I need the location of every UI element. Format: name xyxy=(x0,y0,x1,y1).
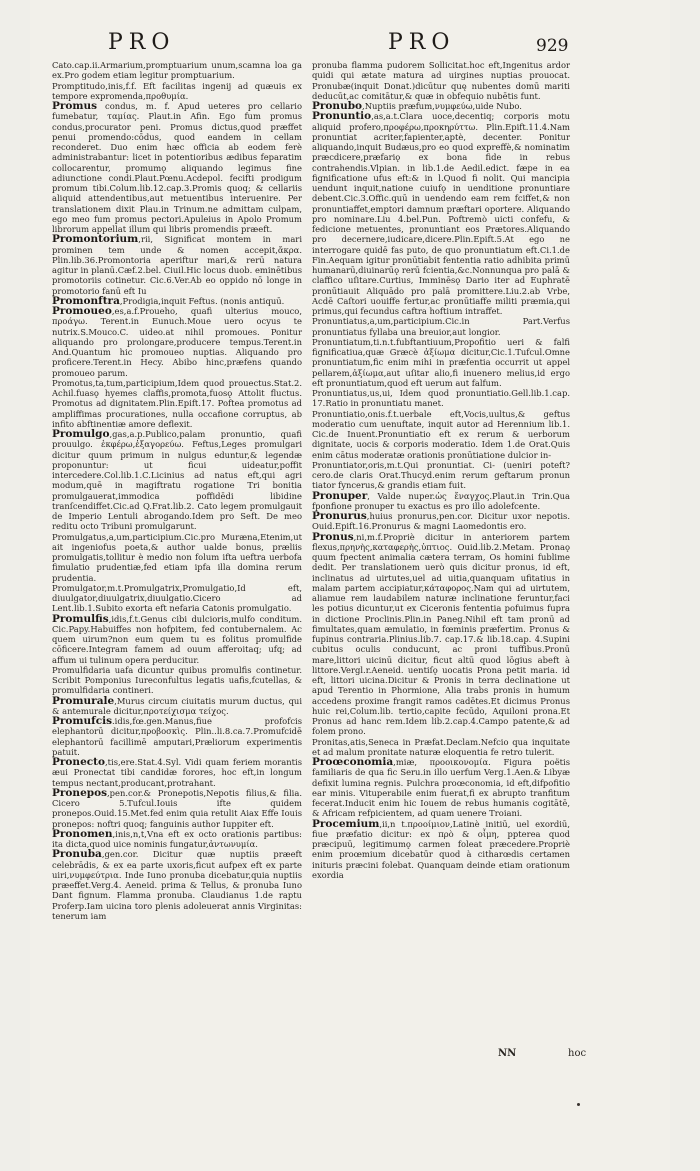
entry-headword: Procemium xyxy=(312,817,380,830)
dictionary-entry xyxy=(312,757,570,819)
entry-text: Promulgatus,a,um,participium.Cic.pro Muræna,Etenim,ut ait ingeniofus poeta,& author ualde bonus, præliis promulgatis,tollitur è medio non folum ifta ueftra uerbofa fimulatio prudentiæ,fed etiam ipfa illa domina rerum prudentia. xyxy=(52,531,302,583)
entry-text: ,gas,a.p.Publico,palam pronuntio, quafi prouulgo. ἐκφέρω,ἐξαγορεύω. Feftus,Leges promulgari dicitur quum primum in nulgus eduntur,& legendæ proponuntur: ut ficui uideatur,poffit intercedere.Col.lib.1.C.Licinius ad natus eft,qui agri modum,quē in magiftratu rogatione Tri bonitia promulgauerat,immodica poffidēdi libidine tranſcendiffet.Cic.ad Q.Frat.lib.2. Cato legem promulgauit de Imperio Lentuli abrogando.Idem pro Seft. De meo reditu octo Tribuni promulgarunt. xyxy=(52,429,302,532)
entry-text: ,inis,n,t,Vna eft ex octo orationis partibus: ita dicta,quod uice nominis fungatur,ἀντωνυμία. xyxy=(52,828,302,849)
entry-text: Cato.cap.ii.Armarium,promptuarium unum,scamna loa ga ex.Pro godem etiam legitur promptuarium. xyxy=(52,60,302,81)
entry-headword: Pronuper xyxy=(312,489,368,502)
entry-headword: Pronurus xyxy=(312,510,367,522)
dictionary-entry xyxy=(312,491,570,512)
entry-text: .idis,fœ.gen.Manus,fiue profofcis elephantorū dicitur,προβοσκὶς. Plin..li.8.ca.7.Promufcidē elephantorū facillimē amputari,Præliorum experimentis patuit. xyxy=(52,716,302,757)
entry-text: Pronuntiatum,ti.n.t.fubftantiuum,Propofitio ueri & falfi fignificatiua,quæ Græcè ἀξίωμα dicitur,Cic.1.Tufcul.Omne pronuntiatum,fic enim mihi in præfentia occurrit ut appel pellarem,ἀξίωμα,aut uſitar alio,fi inuenero melius,id ergo eft pronuntiatum,quod eft uerum aut falfum. xyxy=(312,336,570,388)
dictionary-entry xyxy=(312,511,570,532)
entry-text: ,as,a.t.Clara uoce,decentiq; corporis motu aliquid profero,προφέρω,προκηρύττω. Plin.Epift.11.4.Nam pronuntiat acriter,fapienter,aptè, decenter. Ponitur aliquando,inquit Budæus,pro eo quod expreffè,& nominatim præcdicere,præfariǫ ex bona fide in rebus contrahendis.Vlpian. in lib.1.de Aedil.edict. fæpe in ea fignificatione ufus eft:& in l.Quod fi nolit. Qui mancipia uendunt inquit,natione cuiufǫ in uenditione pronuntiare debent.Cic.3.Offic.quū in uendendo eam rem fciffet,& non pronuntiaffet,emptori damnum præftari oportere. Aliquando pro nominare.Liu 4.bel.Pun. Poftremò uicti confefu, & fedicione metuentes, pronuntiant eos Prætores.Aliquando pro decernere,iudicare,dicere.Plin.Epift.5.At ego ne interrogare quidē fas puto, de quo pronuntiatum eft.Ci.1.de Fin.Aequam igitur pronūtiabit fententia ratio adhibita primū humanarū,diuinarūǫ rerū fcientia,&c.Nonnunqua pro palā & claffico uſitare.Curtius, Imminēsǫ Dario iter ad Euphratē pronūtiauit Aliquādo pro palā promittere.Liu.2.ab Vrbe, Acdē Caſtori uouiffe fertur,ac pronūtiaffe militi præmia,qui primus,qui fecundus caftra hoftium intraffet. xyxy=(312,111,570,316)
entry-text: ,gen.cor. Dicitur quæ nuptiis præeft celebrādis, & ex ea parte uxoris,ficut aufpex eft ex parte uiri,νυμφεύτρια. Inde Iuno pronuba dicebatur,quia nuptiis præeffet.Verg.4. Aeneid. prima & Tellus, & pronuba Iuno Dant fignum. Flamma pronuba. Claudianus 1.de raptu Proferp.Iam uicina toro plenis adoleuerat annis Virginitas: tenerum iam xyxy=(52,849,302,921)
dictionary-entry xyxy=(52,234,302,296)
entry-text: ,ii,n t.προοίμιον,Latinè initiū, uel exordiū, fiue præfatio dicitur: ex πρὸ & οἶμη, ppterea quod præcipuū, legitimumǫ carmen foleat præcedere.Propriè enim proœmium dicebatūr quod à citharœdis certamen inituris præcini folebat. Quanquam deinde etiam orationum exordia xyxy=(312,818,570,880)
entry-text: Pronitas,atis,Seneca in Præfat.Declam.Nefcio qua inquitate et ad malum pronitate naturæ eloquentia fe retro tulerit. xyxy=(312,736,570,757)
dictionary-entry xyxy=(312,737,570,758)
entry-headword: Promufcis xyxy=(52,715,112,727)
running-header xyxy=(58,30,658,60)
entry-text: ,Murus circum ciuitatis murum ductus, qui & antemurale dicitur,προτείχισμα τείχος. xyxy=(52,695,302,716)
dictionary-entry xyxy=(52,306,302,378)
dictionary-entry xyxy=(312,337,570,388)
entry-text: ,huius pronurus,pen.cor. Dicitur uxor nepotis. Ouid.Epift.16.Pronurus & magni Laomedontis ero. xyxy=(312,511,570,532)
entry-headword: Promoueo xyxy=(52,305,112,317)
entry-text: ,Nuptiis præfum,νυμφεύω,uide Nubo. xyxy=(362,101,522,111)
dictionary-entry xyxy=(312,60,570,101)
entry-text: ,Prodigia,inquit Feftus. (nonis antiquū. xyxy=(119,295,285,306)
entry-text: ,ni,m.f.Propriè dicitur in anteriorem partem flexus,πρηνὴς,καταφερὴς,ὑπτιος. Ouid.lib.2.Metam. Pronaǫ quum fpectent animalia cætera terram, Os homini fublime dedit. Per translationem uerò quis dicitur pronus, id eft, inclinatus ad uirtutes,uel ad uitia,quanquam ufitatius in malam partem accipiatur,κάταφορος.Nam qui ad uirtutem, aliamue rem laudabilem naturæ inclinatione feruntur,faci les potius dicuntur,ut ex Ciceronis fententia pofuimus fupra in dictione Proclinis.Plin.in Paneg.Nihil eft tam pronū ad fimultates,quam æmulatio, in fœminis præfertim. Pronus & fupinus contraria.Plinius.lib.7. cap.17.& lib.18.cap. 4.Supini cubitus oculis conducunt, ac proni tuffibus.Pronū mare,littori uicinū dicitur, ficut altū quod lōgius abeft à littore.Vergl.r.Aeneid. uentiſǫ uocatis Prona petit maria. id eft, littori uicina.Dicitur & Pronis in terra declinatione ut apud Terentio in Phormione, Alia trabs pronis in humum accedens proxime frangit ramos cadētes.Et dicimus Pronus huic rei,Colum.lib. tertio,capite fecūdo, Aquiloni prona.Et Pronus ad hanc rem.Idem lib.2.cap.4.Campo patente,& ad folem prono. xyxy=(312,531,570,737)
entry-text: Promulgator,m.t.Promulgatrix,Promulgatio,Id eft, diuulgator,diuulgatrix,diuulgatio.Cicero ad Lent.lib.1.Subito exorta eft nefaria Catonis promulgatio. xyxy=(52,582,302,614)
dictionary-entry xyxy=(52,757,302,788)
entry-headword: Pronubo xyxy=(312,100,363,112)
dictionary-entry xyxy=(312,532,570,737)
dictionary-entry xyxy=(52,614,302,665)
dictionary-entry xyxy=(312,388,570,409)
dictionary-entry xyxy=(312,819,570,881)
entry-headword: Promus xyxy=(52,100,98,112)
entry-headword: Promontorium xyxy=(52,233,139,246)
right-column xyxy=(312,60,570,880)
dictionary-entry xyxy=(52,788,302,829)
entry-text: Pronuntiatio,onis.f.t.uerbale eft,Vocis,uultus,& geftus moderatio cum uenuftate, inquit autor ad Herennium lib.1. Cic.de Inuent.Pronuntiatio eft ex rerum & uerborum dignitate, uocis & corporis moderatio. Idem 1.de Orat.Quis enim cātus moderatæ orationis pronūtiatione dulcior in- xyxy=(312,408,570,460)
dictionary-entry xyxy=(312,409,570,460)
entry-headword: Promonftra xyxy=(52,294,120,307)
entry-headword: Pronus xyxy=(312,530,354,543)
ink-spot xyxy=(577,1103,580,1106)
entry-headword: Pronepos xyxy=(52,786,108,799)
entry-text: Promotus,ta,tum,participium,Idem quod prouectus.Stat.2. Achil.fuasǫ hyemes claffis,promota,fuosǫ Attolit fluctus. Promotus ad dignitatem.Plin.Epift.17. Poftea promotus ad ampliffimas procurationes, nulla occafione corruptus, ab infito abftinentiæ amore deflexit. xyxy=(52,377,302,429)
dictionary-entry xyxy=(312,111,570,316)
entry-text: condus, m. f. Apud ueteres pro cellario fumebatur, ταμίας. Plaut.in Afin. Ego fum promus condus,procurator peni. Promus dictus,quod præffet penui promendo:cōdus, quod eandem in cellam reconderet. Duo enim hæc officia ab eodem ferè administrabantur: licet in potentioribus ædibus feparatim collocarentur, promumǫ aliquando legimus fine adiunctione condi.Plaut.Pœnu.Acdepol. fecifti prodigum promum tibi.Colum.lib.12.cap.3.Promis quoq; & cellariis aliquid attendentibus,aut metuentibus interuenire. Per translationem dixit Plau.in Trinum.ne admittam culpam, ego meo fum promus pectori.Apuleius in Apolo Promum librorum appellat illum qui libris promendis præeft. xyxy=(52,101,302,234)
entry-headword: Promulgo xyxy=(52,428,110,440)
entry-headword: Pronuntio xyxy=(312,110,372,123)
dictionary-entry xyxy=(52,849,302,921)
entry-text: , Valde nuper.ὡς ἔναγχος.Plaut.in Trin.Qua fponfione pronuper tu exactus es pro illo adolefcente. xyxy=(312,490,570,511)
entry-text: ,pen.cor.& Pronepotis,Nepotis filius,& filia. Cicero 5.Tufcul.Iouis ifte quidem pronepos.Ouid.15.Met.fed enim quia retulit Aiax Effe Iouis pronepos: noftri quoq; fanguinis author Iuppiter eft. xyxy=(52,787,302,829)
running-head-right: PRO xyxy=(388,30,456,55)
entry-headword: Pronecto xyxy=(52,756,105,768)
dictionary-entry xyxy=(52,665,302,696)
entry-text: ,tis,ere.Stat.4.Syl. Vidi quam feriem morantis æui Pronectat tibi candidæ forores, hoc eft,in longum tempus nectant,producant,protrahant. xyxy=(52,757,302,788)
dictionary-entry xyxy=(312,316,570,337)
entry-text: pronuba flamma pudorem Sollicitat.hoc eft,Ingenitus ardor quidi qui ætate matura ad uirgines nuptias prouocat. Pronubæ(inquit Donat.)dicūtur quę nubentes domū mariti deducūt,ac comitātur,& quæ in obfequio nubētis funt. xyxy=(312,60,570,101)
dictionary-entry xyxy=(52,60,302,81)
catchword: hoc xyxy=(568,1048,587,1059)
entry-headword: Proœconomia xyxy=(312,756,394,768)
entry-text: Pronuntiator,oris,m.t.Qui pronuntiat. Ci- (ueniri poteft? cero.de claris Orat.Thucyd.enim rerum geftarum pronun tiator fyncerus,& grandis etiam fuit. xyxy=(312,459,570,491)
entry-headword: Pronuba xyxy=(52,848,102,861)
entry-text: Pronuntiatus,a,um,participium.Cic.in Part.Verfus pronuntiatus fyllaba una breuior,aut longior. xyxy=(312,316,570,337)
dictionary-entry xyxy=(52,829,302,850)
entry-headword: Promurale xyxy=(52,694,115,707)
dictionary-entry xyxy=(52,696,302,717)
dictionary-entry xyxy=(52,583,302,614)
entry-text: Promptitudo,inis,f.f. Eft facilitas ingenij ad quæuis ex tempore expromenda,προθυμία. xyxy=(52,80,302,101)
entry-text: ,idis,f.t.Genus cibi dulcioris,mulfo conditum. Cic.Papy.Habuiffes non hofpitem, fed contubernalem. Ac quem uirum?non eum quem tu es folitus promulfide cōficere.Integram famem ad ouum afferoitaq; ufq; ad affum ui tulinum opera perducitur. xyxy=(52,613,302,665)
running-head-left: PRO xyxy=(108,30,176,55)
dictionary-entry xyxy=(52,532,302,583)
dictionary-entry xyxy=(52,716,302,757)
page-number: 929 xyxy=(536,36,569,56)
entry-text: ,rii, Significat montem in mari prominen tem unde & nomen accepit,ἄκρα. Plin.lib.36.Promontoria aperiftur mari,& rerū natura agitur in planū.Cæf.2.bel. Ciuil.Hic locus duob. eminētibus promotoriis cotinetur. Cic.6.Ver.Ab eo oppido nō longe in promotorio fanū eft Iu xyxy=(52,234,302,296)
entry-text: ,miæ, προοικονομία. Figura poëtis familiaris de qua fic Seru.in illo uerfum Verg.1.Aen.& Libyæ defixit lumina regnis. Pulchra proœconomia, id eft,difpofitio ear minis. Vituperabile enim fuerat,fi ex abrupto tranfitum fecerat.Inducit enim hic Iouem de rebus humanis cogitātē, & Africam refpicientem, ad quam uenere Troiani. xyxy=(312,757,570,819)
entry-headword: Promulfis xyxy=(52,612,109,625)
entry-text: ,es,a.f.Proueho, quafi ulterius mouco, προάγω. Terent.in Eunuch.Moue uero ocyus te nutrix.S.Mouco.C. uideo.at nihil promoues. Ponitur aliquando pro prolongare,producere tempus.Terent.in And.Quantum hic promoueo nuptias. Aliquando pro proficere.Terent.in Hecy. Abibo hinc,præfens quando promoueo parum. xyxy=(52,306,302,378)
dictionary-entry xyxy=(52,81,302,102)
dictionary-entry xyxy=(312,460,570,491)
dictionary-entry xyxy=(52,429,302,532)
left-column xyxy=(52,60,302,921)
entry-text: Pronuntiatus,us,ui, Idem quod pronuntiatio.Gell.lib.1.cap. 17.Ratio in pronuntiatu manet. xyxy=(312,388,570,409)
entry-text: Promulfidaria uafa dicuntur quibus promulfis continetur. Scribit Pomponius Iureconfultus legatis uafis,fcutellas, & promulfidaria contineri. xyxy=(52,664,302,696)
signature-mark: NN xyxy=(498,1048,517,1059)
dictionary-entry xyxy=(52,378,302,429)
entry-headword: Pronomen xyxy=(52,827,113,840)
dictionary-entry xyxy=(52,101,302,234)
